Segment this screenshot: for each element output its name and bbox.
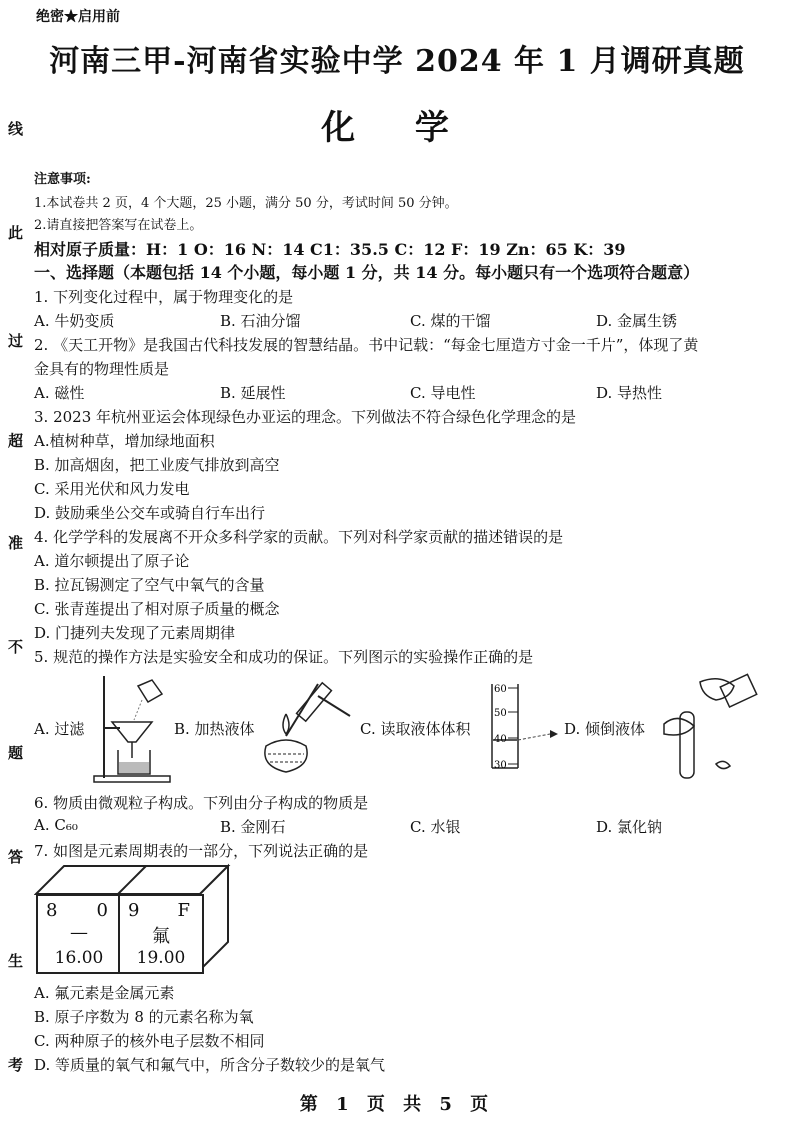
option: D. 金属生锈 (596, 312, 678, 330)
margin-char: 答 (8, 848, 24, 866)
option: D. 倾倒液体 (564, 720, 646, 738)
margin-char: 考 (8, 1056, 24, 1074)
pouring-illustration (654, 672, 758, 784)
option: A. 过滤 (34, 720, 85, 738)
question-stem: 4. 化学学科的发展离不开众多科学家的贡献。下列对科学家贡献的描述错误的是 (34, 528, 564, 546)
option: D. 导热性 (596, 384, 663, 402)
element-cell-oxygen (36, 894, 122, 974)
page-footer: 第 1 页 共 5 页 (299, 1094, 495, 1115)
cylinder-tick-label: 30 (494, 760, 507, 771)
margin-char: 超 (8, 432, 24, 450)
option: A. 氟元素是金属元素 (34, 984, 175, 1002)
notes-item: 2.请直接把答案写在试卷上。 (34, 218, 203, 233)
element-symbol: 0 (96, 900, 108, 921)
option: B. 加高烟囱，把工业废气排放到高空 (34, 456, 280, 474)
margin-char: 此 (8, 224, 24, 242)
option: B. 延展性 (220, 384, 286, 402)
margin-char: 过 (8, 332, 24, 350)
option: C. 张青莲提出了相对原子质量的概念 (34, 600, 280, 618)
element-name: 氟 (152, 926, 170, 947)
option: A. 牛奶变质 (34, 312, 115, 330)
option: A.植树种草，增加绿地面积 (34, 432, 215, 450)
filtration-illustration (90, 672, 180, 784)
option: C. 两种原子的核外电子层数不相同 (34, 1032, 265, 1050)
margin-char: 线 (8, 120, 24, 138)
option: C. 水银 (410, 818, 461, 836)
notes-item: 1.本试卷共 2 页，4 个大题，25 小题，满分 50 分，考试时间 50 分钟。 (34, 196, 458, 211)
atomic-number: 9 (128, 900, 140, 921)
margin-char: 题 (8, 744, 24, 762)
margin-char: 生 (8, 952, 24, 970)
atomic-mass-line: 相对原子质量：H：1 O：16 N：14 C1：35.5 C：12 F：19 Zn：65 K：39 (34, 240, 626, 259)
option: B. 原子序数为 8 的元素名称为氧 (34, 1008, 254, 1026)
confidential-mark: 绝密★启用前 (36, 9, 120, 25)
section-heading: 一、选择题（本题包括 14 个小题，每小题 1 分，共 14 分。每小题只有一个选项符合题意） (34, 263, 700, 282)
margin-char: 不 (8, 638, 24, 656)
question-stem: 5. 规范的操作方法是实验安全和成功的保证。下列图示的实验操作正确的是 (34, 648, 534, 666)
measuring-cylinder-illustration (486, 680, 576, 774)
option: C. 煤的干馏 (410, 312, 491, 330)
option: B. 加热液体 (174, 720, 255, 738)
option: B. 拉瓦锡测定了空气中氧气的含量 (34, 576, 265, 594)
notes-heading: 注意事项: (34, 172, 91, 187)
option: D. 氯化钠 (596, 818, 663, 836)
element-symbol: F (177, 900, 190, 921)
question-stem: 6. 物质由微观粒子构成。下列由分子构成的物质是 (34, 794, 369, 812)
atomic-mass: 16.00 (54, 948, 104, 968)
cylinder-tick-label: 40 (494, 734, 507, 745)
option: D. 门捷列夫发现了元素周期律 (34, 624, 236, 642)
option: D. 鼓励乘坐公交车或骑自行车出行 (34, 504, 266, 522)
question-stem: 2. 《天工开物》是我国古代科技发展的智慧结晶。书中记载：“每金七厘造方寸金一千片”，体现了黄 (34, 336, 699, 354)
option: C. 读取液体体积 (360, 720, 471, 738)
question-stem: 7. 如图是元素周期表的一部分，下列说法正确的是 (34, 842, 369, 860)
question-stem: 3. 2023 年杭州亚运会体现绿色办亚运的理念。下列做法不符合绿色化学理念的是 (34, 408, 577, 426)
question-stem-cont: 金具有的物理性质是 (34, 360, 170, 378)
option: A. C₆₀ (34, 816, 78, 834)
atomic-number: 8 (46, 900, 58, 921)
page-title: 河南三甲-河南省实验中学 2024 年 1 月调研真题 (49, 44, 745, 79)
option: A. 道尔顿提出了原子论 (34, 552, 190, 570)
cylinder-tick-label: 60 (494, 684, 507, 695)
margin-char: 准 (8, 534, 24, 552)
option: B. 石油分馏 (220, 312, 301, 330)
option: B. 金刚石 (220, 818, 286, 836)
option: C. 导电性 (410, 384, 476, 402)
option: A. 磁性 (34, 384, 85, 402)
cylinder-tick-label: 50 (494, 708, 507, 719)
question-stem: 1. 下列变化过程中，属于物理变化的是 (34, 288, 294, 306)
atomic-mass: 19.00 (136, 948, 186, 968)
element-cell-fluorine (118, 894, 204, 974)
heating-illustration (256, 676, 356, 780)
element-name: — (70, 922, 88, 943)
option: C. 采用光伏和风力发电 (34, 480, 190, 498)
option: D. 等质量的氧气和氟气中，所含分子数较少的是氧气 (34, 1056, 386, 1074)
subject-title: 化 学 (321, 108, 473, 148)
